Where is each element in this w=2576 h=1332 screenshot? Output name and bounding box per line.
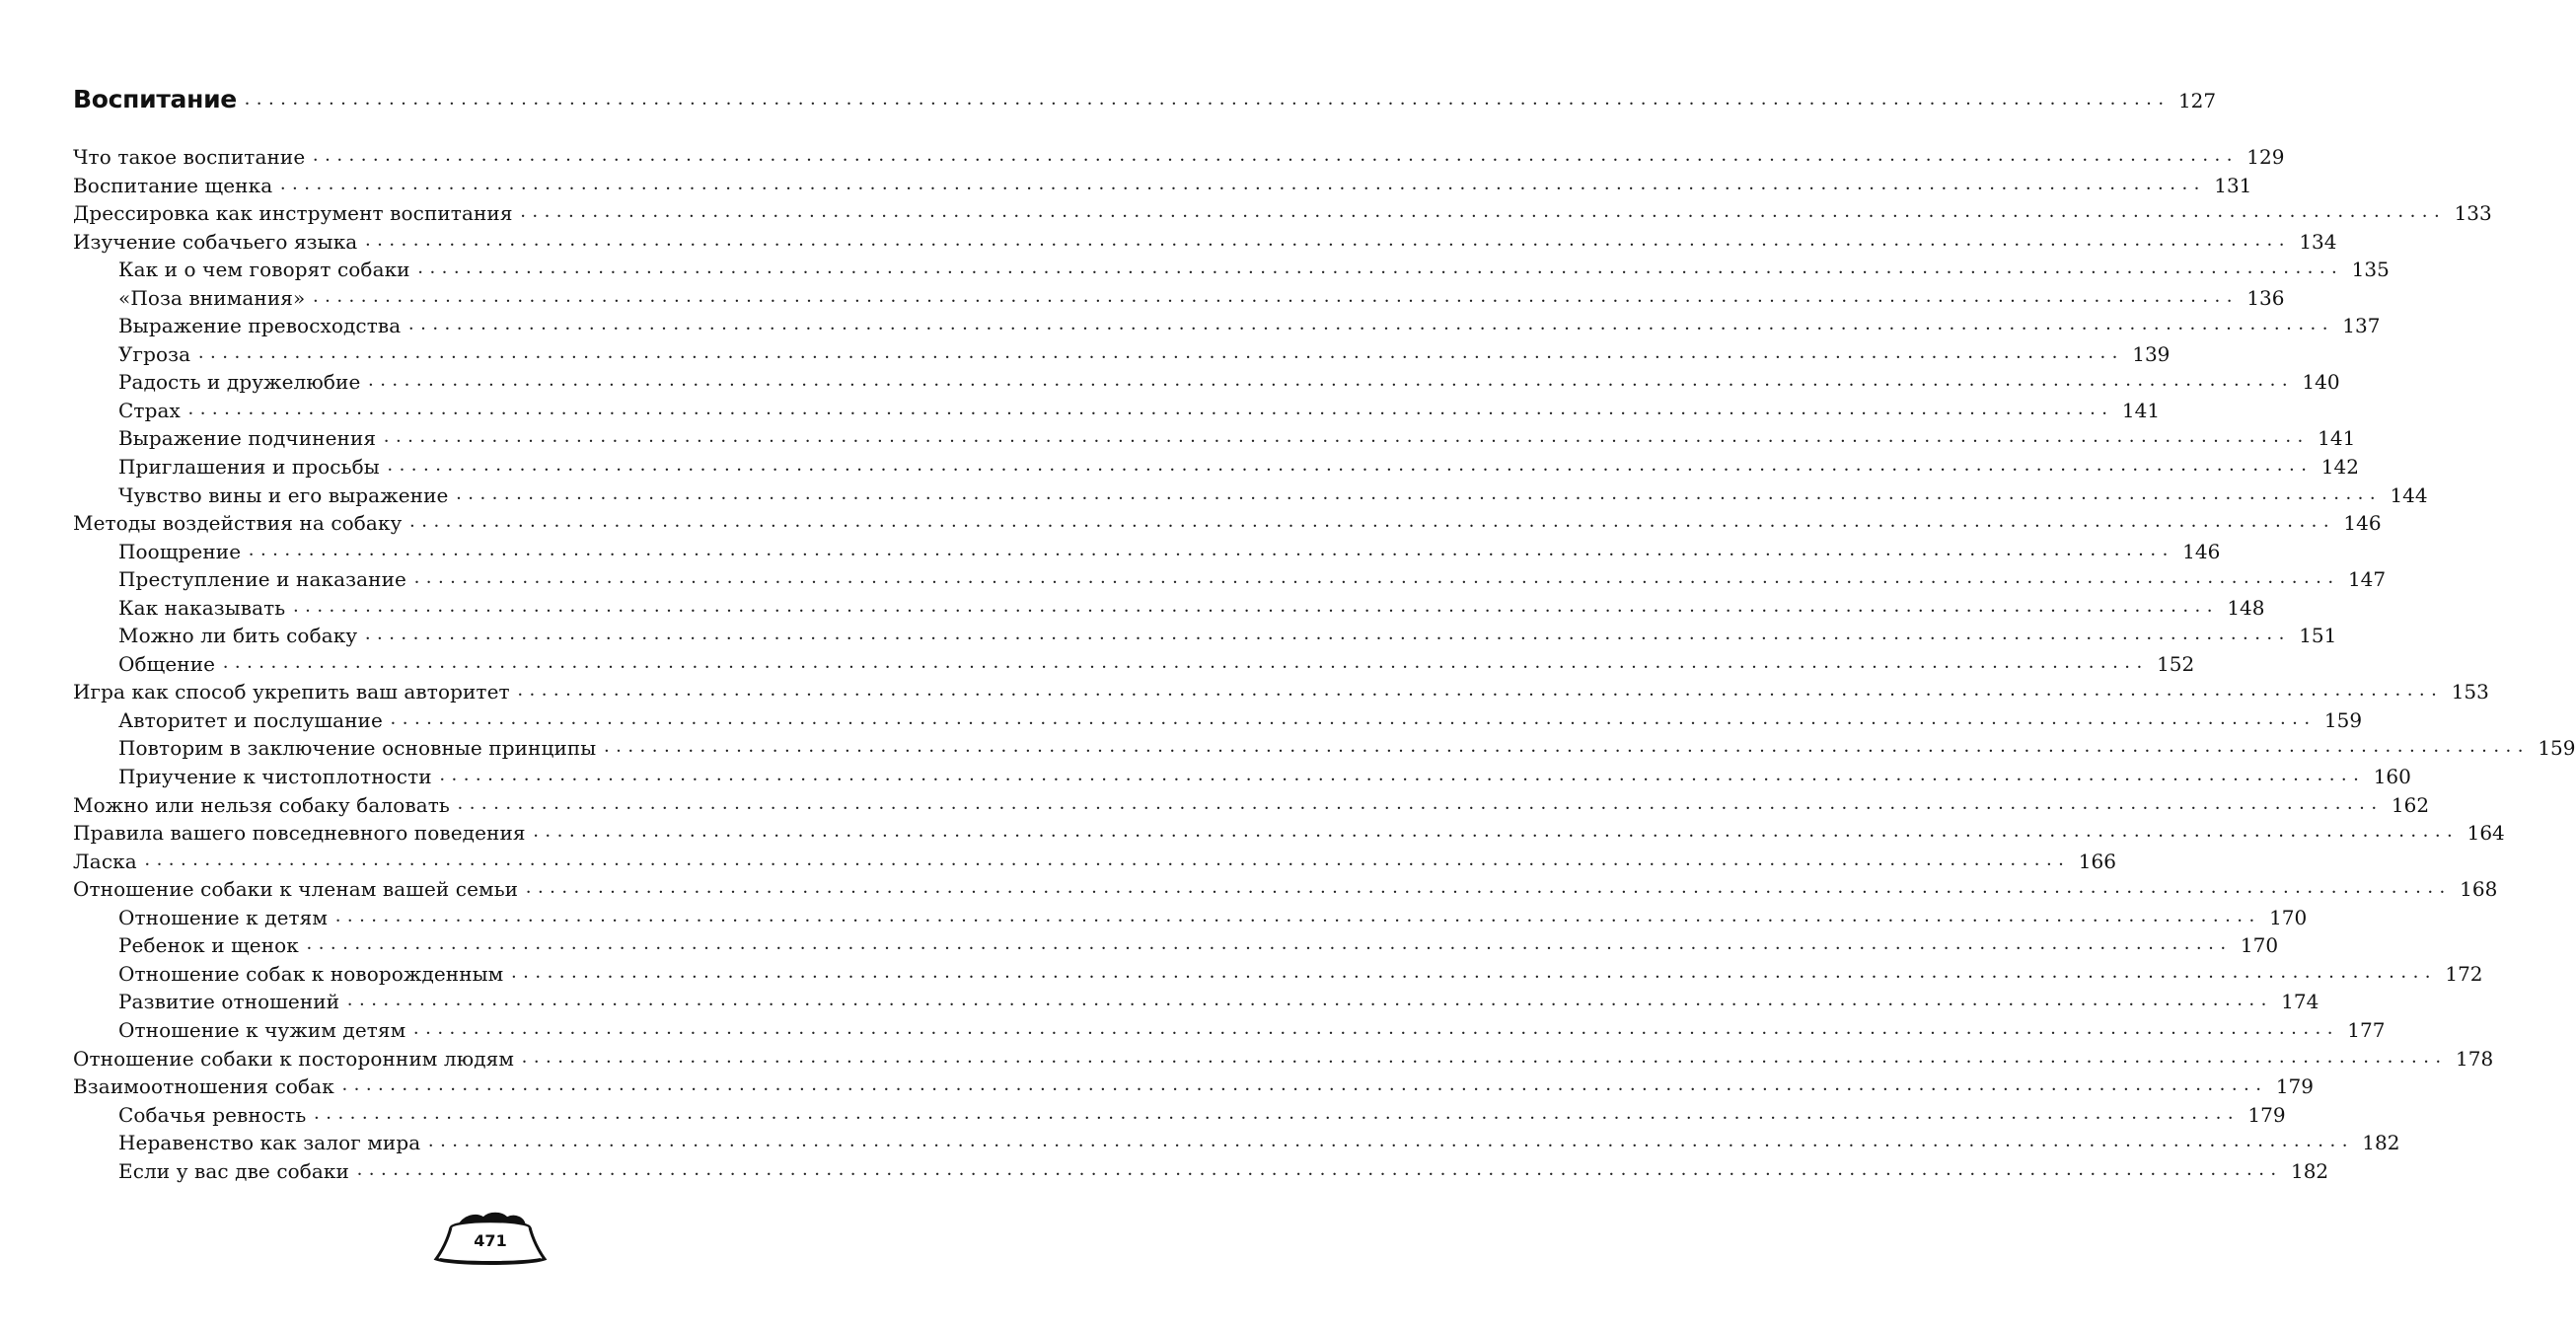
toc-entry [73,1157,2329,1188]
dot-leader: ................................................................................................................................................................ [365,623,2292,645]
dot-leader: ................................................................................................................................................................ [408,313,2335,335]
toc-entry-page: 133 [2454,201,2492,226]
toc-entry-title: Если у вас две собаки [118,1158,349,1183]
toc-entry [73,904,2308,934]
toc-entry-page: 141 [2318,426,2356,451]
toc-entry [73,144,2285,174]
toc-entry-page: 159 [2323,707,2363,732]
toc-entry-page: 168 [2460,877,2498,902]
dot-leader: ................................................................................................................................................................ [244,88,2171,110]
dot-leader: ................................................................................................................................................................ [347,989,2274,1011]
toc-entry-page: 164 [2466,821,2505,846]
toc-entry-title: Как и о чем говорят собаки [118,258,410,282]
toc-entry-page: 129 [2246,145,2285,169]
toc-entry [73,510,2382,540]
toc-entry [73,454,2359,483]
chapter-title: Воспитание [73,85,237,113]
dot-leader: ................................................................................................................................................................ [409,510,2336,533]
toc-entry-title: Можно ли бить собаку [118,624,358,648]
toc-entry [73,1073,2314,1103]
toc-entry [73,1130,2400,1159]
page-number: 471 [474,1231,507,1250]
table-of-contents [73,144,2576,1187]
dot-leader: ................................................................................................................................................................ [280,172,2207,194]
chapter-heading [73,85,2217,124]
toc-entry-page: 160 [2373,765,2411,789]
toc-entry [73,989,2319,1018]
toc-entry-title: Приучение к чистоплотности [118,765,432,789]
toc-entry [73,706,2363,737]
toc-entry-title: Угроза [118,341,191,366]
toc-entry-title: Ласка [73,849,137,873]
toc-entry [73,650,2195,681]
toc-entry-page: 148 [2227,595,2265,620]
toc-entry-title: Отношение к чужим детям [118,1017,406,1042]
dot-leader: ................................................................................................................................................................ [456,481,2383,504]
toc-entry-page: 142 [2320,455,2359,480]
toc-entry-page: 178 [2456,1046,2494,1071]
toc-entry-page: 153 [2451,680,2489,704]
dot-leader: ................................................................................................................................................................ [413,1016,2340,1039]
toc-entry [73,397,2161,427]
dot-leader: ................................................................................................................................................................ [365,228,2292,251]
toc-entry-page: 134 [2299,229,2337,254]
dot-leader: ................................................................................................................................................................ [533,820,2460,843]
toc-entry-title: Взаимоотношения собак [73,1074,334,1099]
dot-leader: ................................................................................................................................................................ [439,764,2366,786]
toc-entry-title: Ребенок и щенок [118,933,299,958]
toc-entry-page: 147 [2347,567,2387,592]
toc-entry [73,172,2252,202]
toc-entry-title: Можно или нельзя собаку баловать [73,792,450,817]
toc-entry-title: Развитие отношений [118,990,340,1014]
dot-leader: ................................................................................................................................................................ [511,960,2438,983]
toc-entry [73,566,2387,596]
toc-entry-page: 146 [2182,539,2221,563]
dot-leader: ................................................................................................................................................................ [187,397,2114,419]
toc-entry [73,369,2340,399]
toc-entry-page: 170 [2240,933,2279,958]
toc-entry-title: Отношение собаки к членам вашей семьи [73,877,519,902]
toc-entry [73,284,2285,315]
toc-entry [73,932,2279,962]
toc-entry-title: Отношение к детям [118,905,329,929]
toc-entry-page: 137 [2342,314,2381,338]
toc-entry-title: Собачья ревность [118,1102,307,1127]
toc-entry [73,960,2483,991]
chapter-page-number: 127 [2177,89,2217,112]
toc-entry [73,820,2505,850]
dot-leader: ................................................................................................................................................................ [604,735,2531,758]
toc-entry-page: 152 [2157,651,2195,676]
toc-entry [73,735,2576,765]
toc-entry-page: 144 [2390,482,2428,507]
dot-leader: ................................................................................................................................................................ [341,1073,2268,1096]
dot-leader: ................................................................................................................................................................ [522,1045,2448,1068]
dot-leader: ................................................................................................................................................................ [390,706,2317,729]
dot-leader: ................................................................................................................................................................ [223,650,2150,673]
dot-leader: ................................................................................................................................................................ [198,340,2125,363]
toc-entry [73,791,2430,822]
toc-entry [73,538,2221,568]
toc-entry-page: 151 [2299,624,2337,648]
toc-entry-page: 136 [2246,285,2285,310]
toc-entry-title: Отношение собаки к посторонним людям [73,1046,514,1071]
dot-leader: ................................................................................................................................................................ [293,594,2220,617]
toc-entry-page: 182 [2290,1158,2329,1183]
toc-entry-title: Приглашения и просьбы [118,455,380,480]
toc-entry-page: 131 [2214,173,2252,197]
dot-leader: ................................................................................................................................................................ [356,1157,2283,1180]
dot-leader: ................................................................................................................................................................ [335,904,2262,926]
toc-entry-title: Чувство вины и его выражение [118,482,449,507]
dot-leader: ................................................................................................................................................................ [428,1130,2355,1152]
toc-entry-page: 139 [2132,341,2171,366]
dot-leader: ................................................................................................................................................................ [526,876,2453,899]
dot-leader: ................................................................................................................................................................ [144,848,2071,870]
toc-entry [73,594,2265,625]
toc-entry-title: Как наказывать [118,595,286,620]
toc-entry [73,1101,2286,1132]
toc-entry [73,764,2411,793]
toc-entry-page: 179 [2275,1074,2314,1099]
toc-entry-page: 179 [2247,1102,2286,1127]
dot-leader: ................................................................................................................................................................ [313,144,2240,166]
toc-entry [73,257,2390,286]
toc-entry-title: Отношение собак к новорожденным [118,961,504,986]
toc-entry [73,1016,2386,1047]
toc-entry-title: Повторим в заключение основные принципы [118,736,597,761]
dot-leader: ................................................................................................................................................................ [387,454,2314,477]
dot-leader: ................................................................................................................................................................ [314,1101,2241,1124]
toc-entry [73,313,2381,342]
folio [432,1210,549,1267]
dot-leader: ................................................................................................................................................................ [457,791,2384,814]
toc-entry-page: 182 [2362,1131,2400,1155]
toc-entry-page: 170 [2269,905,2308,929]
toc-entry-page: 172 [2445,961,2483,986]
dot-leader: ................................................................................................................................................................ [517,679,2444,702]
toc-entry-title: Неравенство как залог мира [118,1131,421,1155]
toc-entry-title: Поощрение [118,539,242,563]
dot-leader: ................................................................................................................................................................ [249,538,2175,560]
toc-entry [73,200,2492,230]
toc-entry [73,679,2489,708]
toc-entry [73,228,2337,259]
toc-entry-title: Воспитание щенка [73,173,273,197]
toc-entry-page: 146 [2343,511,2382,536]
toc-entry-title: «Поза внимания» [118,285,306,310]
toc-entry-page: 177 [2347,1017,2386,1042]
toc-entry [73,1045,2494,1075]
dot-leader: ................................................................................................................................................................ [520,200,2447,223]
toc-entry [73,340,2171,371]
dot-leader: ................................................................................................................................................................ [413,566,2340,589]
toc-entry [73,623,2337,652]
toc-entry-title: Что такое воспитание [73,145,306,169]
toc-entry-title: Преступление и наказание [118,567,406,592]
toc-entry-title: Правила вашего повседневного поведения [73,821,526,846]
toc-entry-title: Изучение собачьего языка [73,229,358,254]
toc-entry-title: Выражение превосходства [118,314,402,338]
toc-entry-page: 141 [2121,398,2161,422]
toc-entry [73,481,2428,512]
toc-entry-page: 140 [2302,370,2340,395]
toc-entry-page: 135 [2351,258,2390,282]
toc-entry [73,876,2498,906]
toc-entry [73,425,2356,455]
dot-leader: ................................................................................................................................................................ [313,284,2240,307]
toc-entry [73,848,2116,878]
dot-leader: ................................................................................................................................................................ [384,425,2311,448]
toc-entry-title: Радость и дружелюбие [118,370,361,395]
toc-entry-title: Страх [118,398,181,422]
dot-leader: ................................................................................................................................................................ [368,369,2295,392]
toc-entry-title: Дрессировка как инструмент воспитания [73,201,513,226]
toc-entry-page: 162 [2391,792,2430,817]
toc-entry-page: 166 [2078,849,2116,873]
toc-entry-title: Игра как способ укрепить ваш авторитет [73,680,510,704]
toc-entry-title: Выражение подчинения [118,426,377,451]
toc-entry-page: 159 [2538,736,2576,761]
toc-entry-title: Общение [118,651,216,676]
toc-entry-title: Авторитет и послушание [118,707,383,732]
dot-leader: ................................................................................................................................................................ [306,932,2233,955]
toc-entry-page: 174 [2281,990,2319,1014]
dot-leader: ................................................................................................................................................................ [417,257,2344,279]
toc-entry-title: Методы воздействия на собаку [73,511,403,536]
